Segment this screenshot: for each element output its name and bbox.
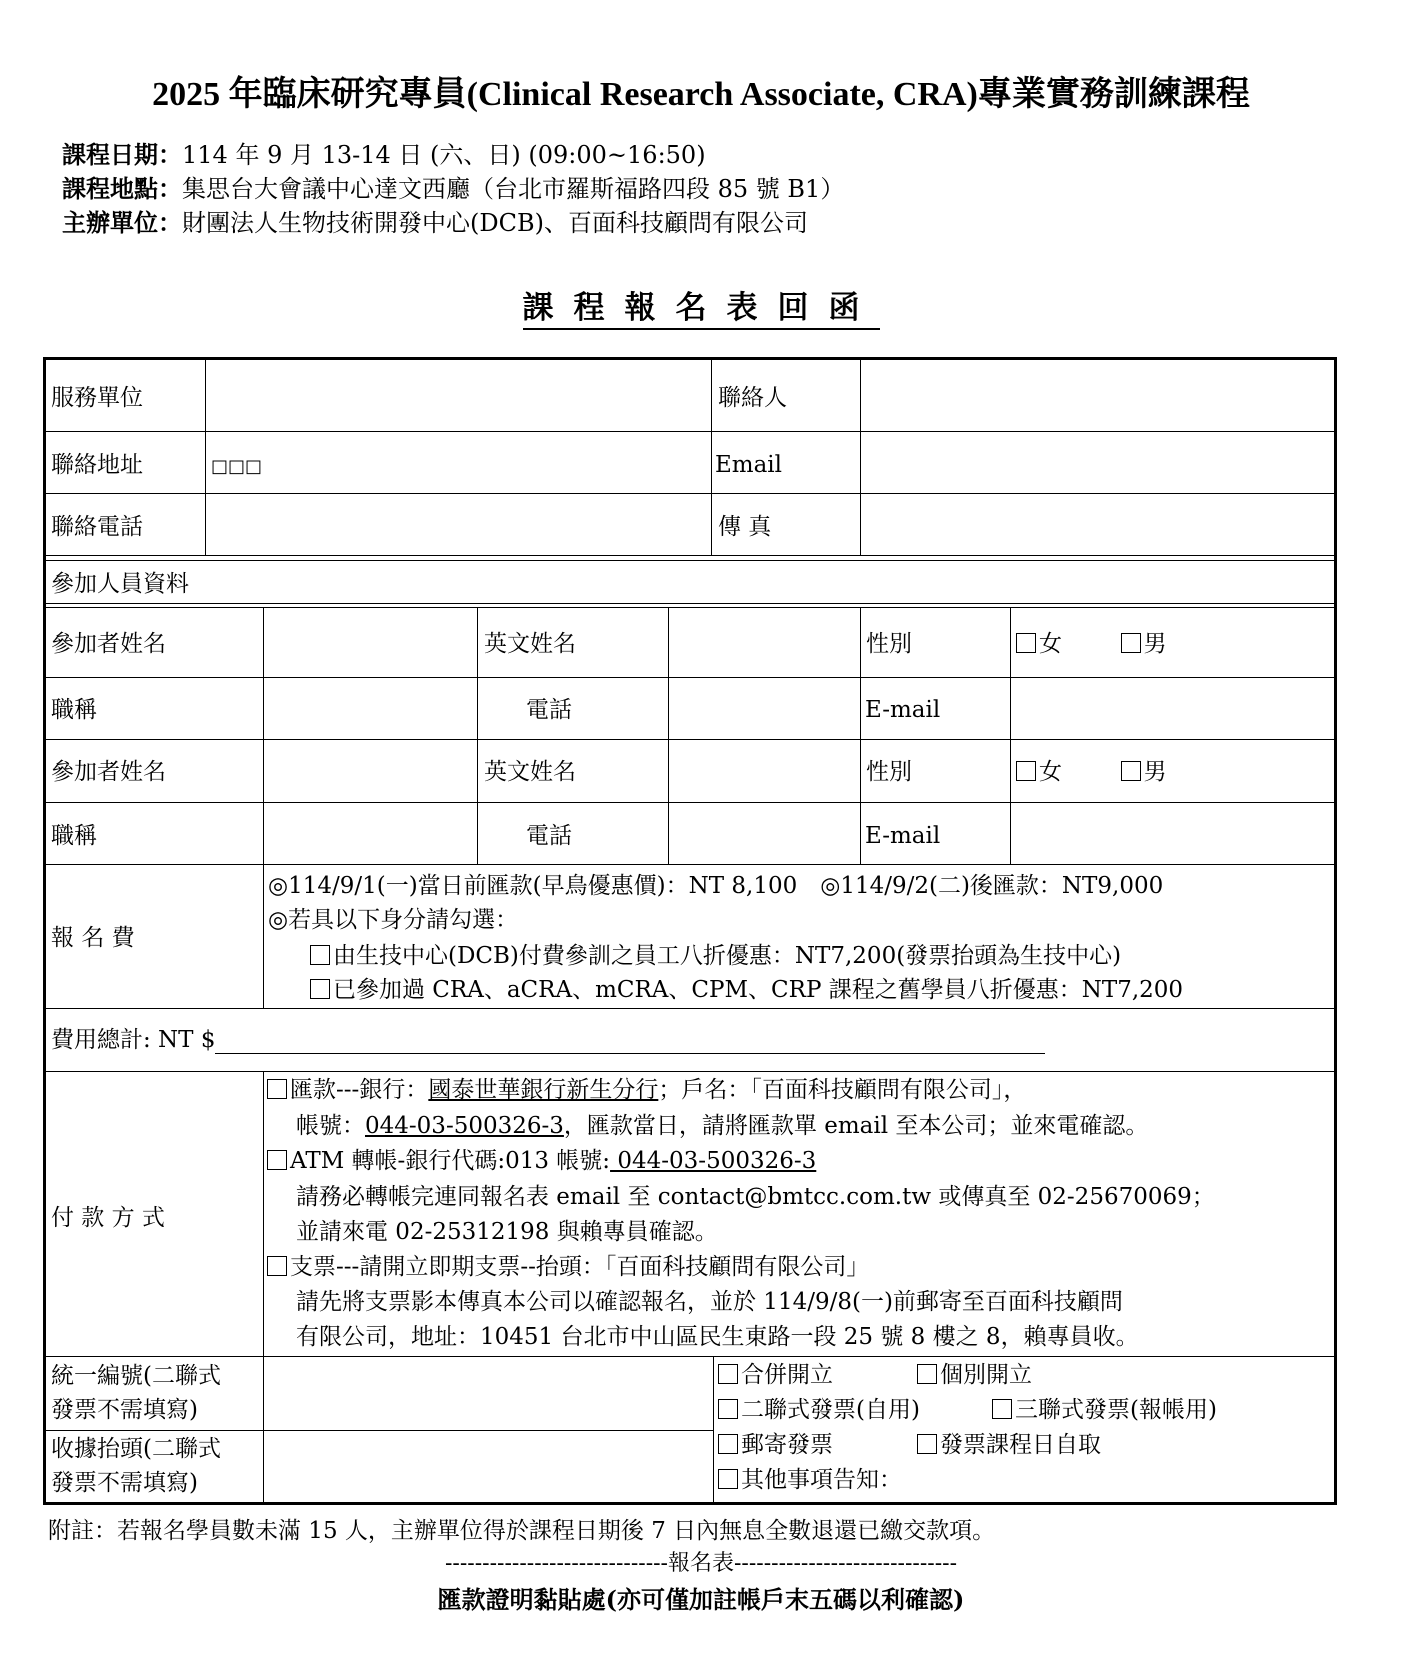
gender-options: 女 男 [1016, 758, 1167, 786]
job-title-label: 職稱 [51, 823, 97, 849]
triplicate-invoice-checkbox[interactable] [992, 1399, 1012, 1419]
male-checkbox[interactable] [1121, 633, 1141, 653]
duplicate-invoice-checkbox[interactable] [718, 1399, 738, 1419]
payment-atm-confirm: 並請來電 02-25312198 與賴專員確認。 [296, 1219, 718, 1245]
mail-invoice-checkbox[interactable] [718, 1434, 738, 1454]
invoice-triplicate-option: 三聯式發票(報帳用) [992, 1396, 1217, 1424]
invoice-separate-option: 個別開立 [917, 1361, 1032, 1389]
participants-header: 參加人員資料 [51, 571, 189, 597]
fee-option-alumni: 已參加過 CRA、aCRA、mCRA、CPM、CRP 課程之舊學員八折優惠：NT7,200 [310, 976, 1183, 1004]
payment-atm-line: ATM 轉帳-銀行代碼:013 帳號: 044-03-500326-3 [267, 1147, 816, 1175]
female-checkbox[interactable] [1016, 633, 1036, 653]
course-organizer-label: 主辦單位 [62, 208, 158, 237]
form-divider: ------------------------------報名表------------------------------ [444, 1551, 958, 1576]
form-title: 課程報名表回函 [0, 282, 1402, 327]
contact-person-label: 聯絡人 [718, 385, 787, 411]
fax-label: 傳 真 [718, 514, 772, 540]
payment-account-line: 帳號：044-03-500326-3，匯款當日，請將匯款單 email 至本公司；並來電確認。 [296, 1113, 1149, 1139]
course-venue: 課程地點：集思台大會議中心達文西廳（台北市羅斯福路四段 85 號 B1） [62, 174, 845, 203]
merge-invoice-checkbox[interactable] [718, 1364, 738, 1384]
phone-label: 聯絡電話 [51, 514, 143, 540]
gender-label: 性別 [866, 759, 912, 785]
tax-id-note: 發票不需填寫) [51, 1397, 198, 1423]
dcb-discount-checkbox[interactable] [310, 945, 330, 965]
check-payment-checkbox[interactable] [267, 1256, 287, 1276]
course-venue-label: 課程地點 [62, 174, 158, 203]
bank-transfer-checkbox[interactable] [267, 1079, 287, 1099]
fee-identity-line: ◎若具以下身分請勾選： [268, 907, 519, 933]
payment-check-address: 有限公司，地址：10451 台北市中山區民生東路一段 25 號 8 樓之 8，賴專員收。 [296, 1324, 1139, 1350]
invoice-pickup-option: 發票課程日自取 [917, 1431, 1101, 1459]
invoice-merge-option: 合併開立 [718, 1361, 833, 1389]
participant-name-label: 參加者姓名 [51, 631, 166, 657]
course-date-value: 114 年 9 月 13-14 日 (六、日) (09:00~16:50) [182, 141, 706, 169]
female-checkbox[interactable] [1016, 761, 1036, 781]
receipt-title-note: 發票不需填寫) [51, 1470, 198, 1496]
payment-label: 付 款 方 式 [51, 1205, 165, 1231]
receipt-title-label: 收據抬頭(二聯式 [51, 1436, 221, 1462]
male-checkbox[interactable] [1121, 761, 1141, 781]
english-name-label: 英文姓名 [484, 631, 576, 657]
course-date-label: 課程日期 [62, 140, 158, 169]
address-value: □□□ [211, 456, 263, 477]
footnote: 附註：若報名學員數未滿 15 人，主辦單位得於課程日期後 7 日內無息全數退還已繳交款項。 [48, 1518, 996, 1544]
course-venue-value: 集思台大會議中心達文西廳（台北市羅斯福路四段 85 號 B1） [182, 175, 845, 203]
other-notes-checkbox[interactable] [718, 1469, 738, 1489]
participant-email-label: E-mail [865, 823, 941, 849]
remittance-proof-title: 匯款證明黏貼處(亦可僅加註帳戶末五碼以利確認) [437, 1585, 965, 1614]
payment-atm-instruction: 請務必轉帳完連同報名表 email 至 contact@bmtcc.com.tw 或傳真至 02-25670069； [296, 1184, 1215, 1210]
payment-transfer-line: 匯款---銀行：國泰世華銀行新生分行；戶名：「百面科技顧問有限公司」， [267, 1076, 1026, 1104]
pickup-invoice-checkbox[interactable] [917, 1434, 937, 1454]
invoice-mail-option: 郵寄發票 [718, 1431, 833, 1459]
english-name-label: 英文姓名 [484, 759, 576, 785]
course-organizer-value: 財團法人生物技術開發中心(DCB)、百面科技顧問有限公司 [182, 209, 808, 237]
atm-transfer-checkbox[interactable] [267, 1150, 287, 1170]
course-date: 課程日期：114 年 9 月 13-14 日 (六、日) (09:00~16:50) [62, 140, 706, 169]
participant-email-label: E-mail [865, 697, 941, 723]
page-title: 2025 年臨床研究專員(Clinical Research Associate, CRA)專業實務訓練課程 [152, 76, 1250, 113]
participant-phone-label: 電話 [526, 697, 572, 723]
service-unit-label: 服務單位 [51, 385, 143, 411]
tax-id-label: 統一編號(二聯式 [51, 1363, 221, 1389]
gender-options: 女 男 [1016, 630, 1167, 658]
participant-name-label: 參加者姓名 [51, 759, 166, 785]
payment-check-instruction: 請先將支票影本傳真本公司以確認報名，並於 114/9/8(一)前郵寄至百面科技顧問 [296, 1289, 1123, 1315]
address-label: 聯絡地址 [51, 452, 143, 478]
job-title-label: 職稱 [51, 697, 97, 723]
fee-option-dcb: 由生技中心(DCB)付費參訓之員工八折優惠：NT7,200(發票抬頭為生技中心) [310, 942, 1121, 970]
alumni-discount-checkbox[interactable] [310, 979, 330, 999]
gender-label: 性別 [866, 631, 912, 657]
fee-price-line: ◎114/9/1(一)當日前匯款(早鳥優惠價)：NT 8,100 ◎114/9/2(二)後匯款：NT9,000 [268, 873, 1164, 899]
email-label: Email [715, 452, 783, 478]
invoice-duplicate-option: 二聯式發票(自用) [718, 1396, 920, 1424]
participant-phone-label: 電話 [526, 823, 572, 849]
course-organizer: 主辦單位：財團法人生物技術開發中心(DCB)、百面科技顧問有限公司 [62, 208, 808, 237]
invoice-other-option: 其他事項告知： [718, 1466, 902, 1494]
total-fee: 費用總計: NT $ [51, 1026, 1045, 1054]
total-fee-field[interactable] [215, 1033, 1045, 1054]
fee-label: 報 名 費 [51, 925, 135, 951]
separate-invoice-checkbox[interactable] [917, 1364, 937, 1384]
payment-check-line: 支票---請開立即期支票--抬頭：「百面科技顧問有限公司」 [267, 1253, 869, 1281]
